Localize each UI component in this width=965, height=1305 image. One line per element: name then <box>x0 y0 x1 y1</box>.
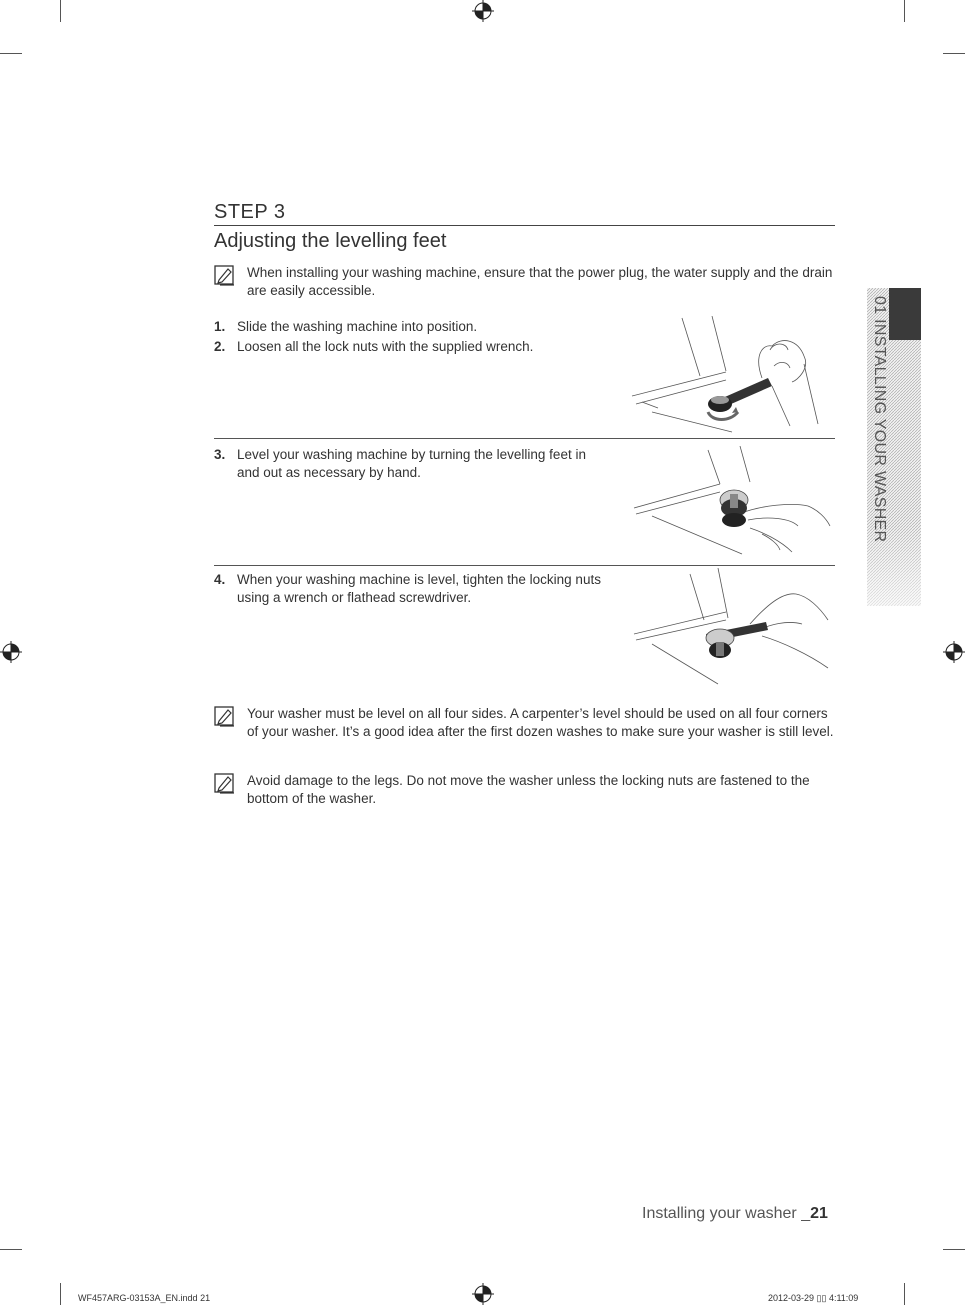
step-number: 4. <box>214 572 226 587</box>
note-text: When installing your washing machine, ensure that the power plug, the water supply and the drain are easily accessible. <box>247 265 833 298</box>
step-text: Slide the washing machine into position. <box>237 319 478 334</box>
step-number: 2. <box>214 339 226 354</box>
registration-mark-icon <box>943 641 965 663</box>
level-note <box>214 705 834 761</box>
caution-note <box>214 772 834 812</box>
step-label: STEP 3 <box>214 201 286 223</box>
note-text: Avoid damage to the legs. Do not move the washer unless the locking nuts are fastened to the bottom of the washer. <box>247 773 810 806</box>
registration-mark-icon <box>472 1283 494 1305</box>
heading-rule <box>214 225 835 226</box>
crop-mark <box>904 0 905 22</box>
note-icon <box>214 706 236 728</box>
crop-mark <box>60 1283 61 1305</box>
crop-mark <box>904 1283 905 1305</box>
step-number: 1. <box>214 319 226 334</box>
slug-date: 2012-03-29 ▯▯ 4:11:09 <box>768 1293 859 1303</box>
step-text: Level your washing machine by turning the levelling feet in and out as necessary by hand. <box>237 447 586 480</box>
crop-mark <box>0 53 22 54</box>
page-footer <box>642 1205 828 1223</box>
step-number: 3. <box>214 447 226 462</box>
note-icon <box>214 773 236 795</box>
slug-filename: WF457ARG-03153A_EN.indd 21 <box>78 1293 211 1303</box>
section-divider <box>214 565 835 566</box>
wrench-tighten-illustration <box>622 568 836 688</box>
note-text: Your washer must be level on all four sides. A carpenter’s level should be used on all four corners of your washer. It’s a good idea after the first dozen washes to make sure your washer is still level. <box>247 706 834 739</box>
step-text: Loosen all the lock nuts with the supplied wrench. <box>237 339 534 354</box>
page-number: 21 <box>810 1205 828 1222</box>
step-item <box>214 571 614 607</box>
registration-mark-icon <box>472 0 494 22</box>
step-text: When your washing machine is level, tighten the locking nuts using a wrench or flathead screwdriver. <box>237 572 601 605</box>
registration-mark-icon <box>0 641 22 663</box>
section-divider <box>214 438 835 439</box>
step-item <box>214 338 614 356</box>
step-item <box>214 318 614 336</box>
intro-note <box>214 264 834 304</box>
hand-adjust-illustration <box>622 446 836 560</box>
crop-mark <box>0 1249 22 1250</box>
section-title: Adjusting the levelling feet <box>214 230 447 252</box>
wrench-loosen-illustration <box>622 316 836 434</box>
note-icon <box>214 265 236 287</box>
crop-mark <box>943 53 965 54</box>
chapter-tab-label: 01 INSTALLING YOUR WASHER <box>871 296 888 543</box>
crop-mark <box>943 1249 965 1250</box>
crop-mark <box>60 0 61 22</box>
step-item <box>214 446 614 482</box>
footer-section-title: Installing your washer _ <box>642 1205 811 1222</box>
